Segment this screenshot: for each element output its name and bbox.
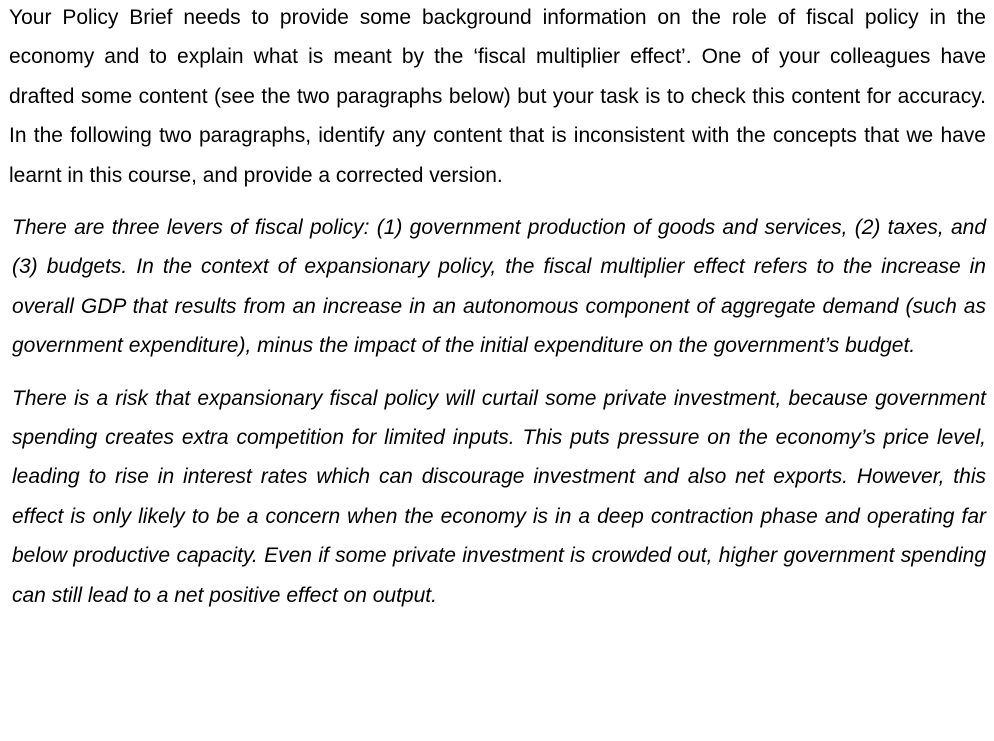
intro-paragraph: Your Policy Brief needs to provide some background information on the role of fiscal policy in the economy and to explain what is meant by the ‘fiscal multiplier effect’. One of your colleagues have drafted some content (see the two paragraphs below) but your task is to check this content for accuracy. In the following two paragraphs, identify any content that is inconsistent with the concepts that we have learnt in this course, and provide a corrected version. bbox=[9, 6, 986, 187]
draft-paragraph-fiscal-levers: There are three levers of fiscal policy: (1) government production of goods and services, (2) taxes, and (3) budgets. In the context of expansionary policy, the fiscal multiplier effect refers to the increase in overall GDP that results from an increase in an autonomous component of aggregate demand (such as government expenditure), minus the impact of the initial expenditure on the government’s budget. bbox=[12, 216, 986, 358]
draft-paragraph-crowding-out: There is a risk that expansionary fiscal policy will curtail some private investment, because government spending creates extra competition for limited inputs. This puts pressure on the economy’s price level, leading to rise in interest rates which can discourage investment and also net exports. However, this effect is only likely to be a concern when the economy is in a deep contraction phase and operating far below productive capacity. Even if some private investment is crowded out, higher government spending can still lead to a net positive effect on output. bbox=[12, 386, 986, 607]
